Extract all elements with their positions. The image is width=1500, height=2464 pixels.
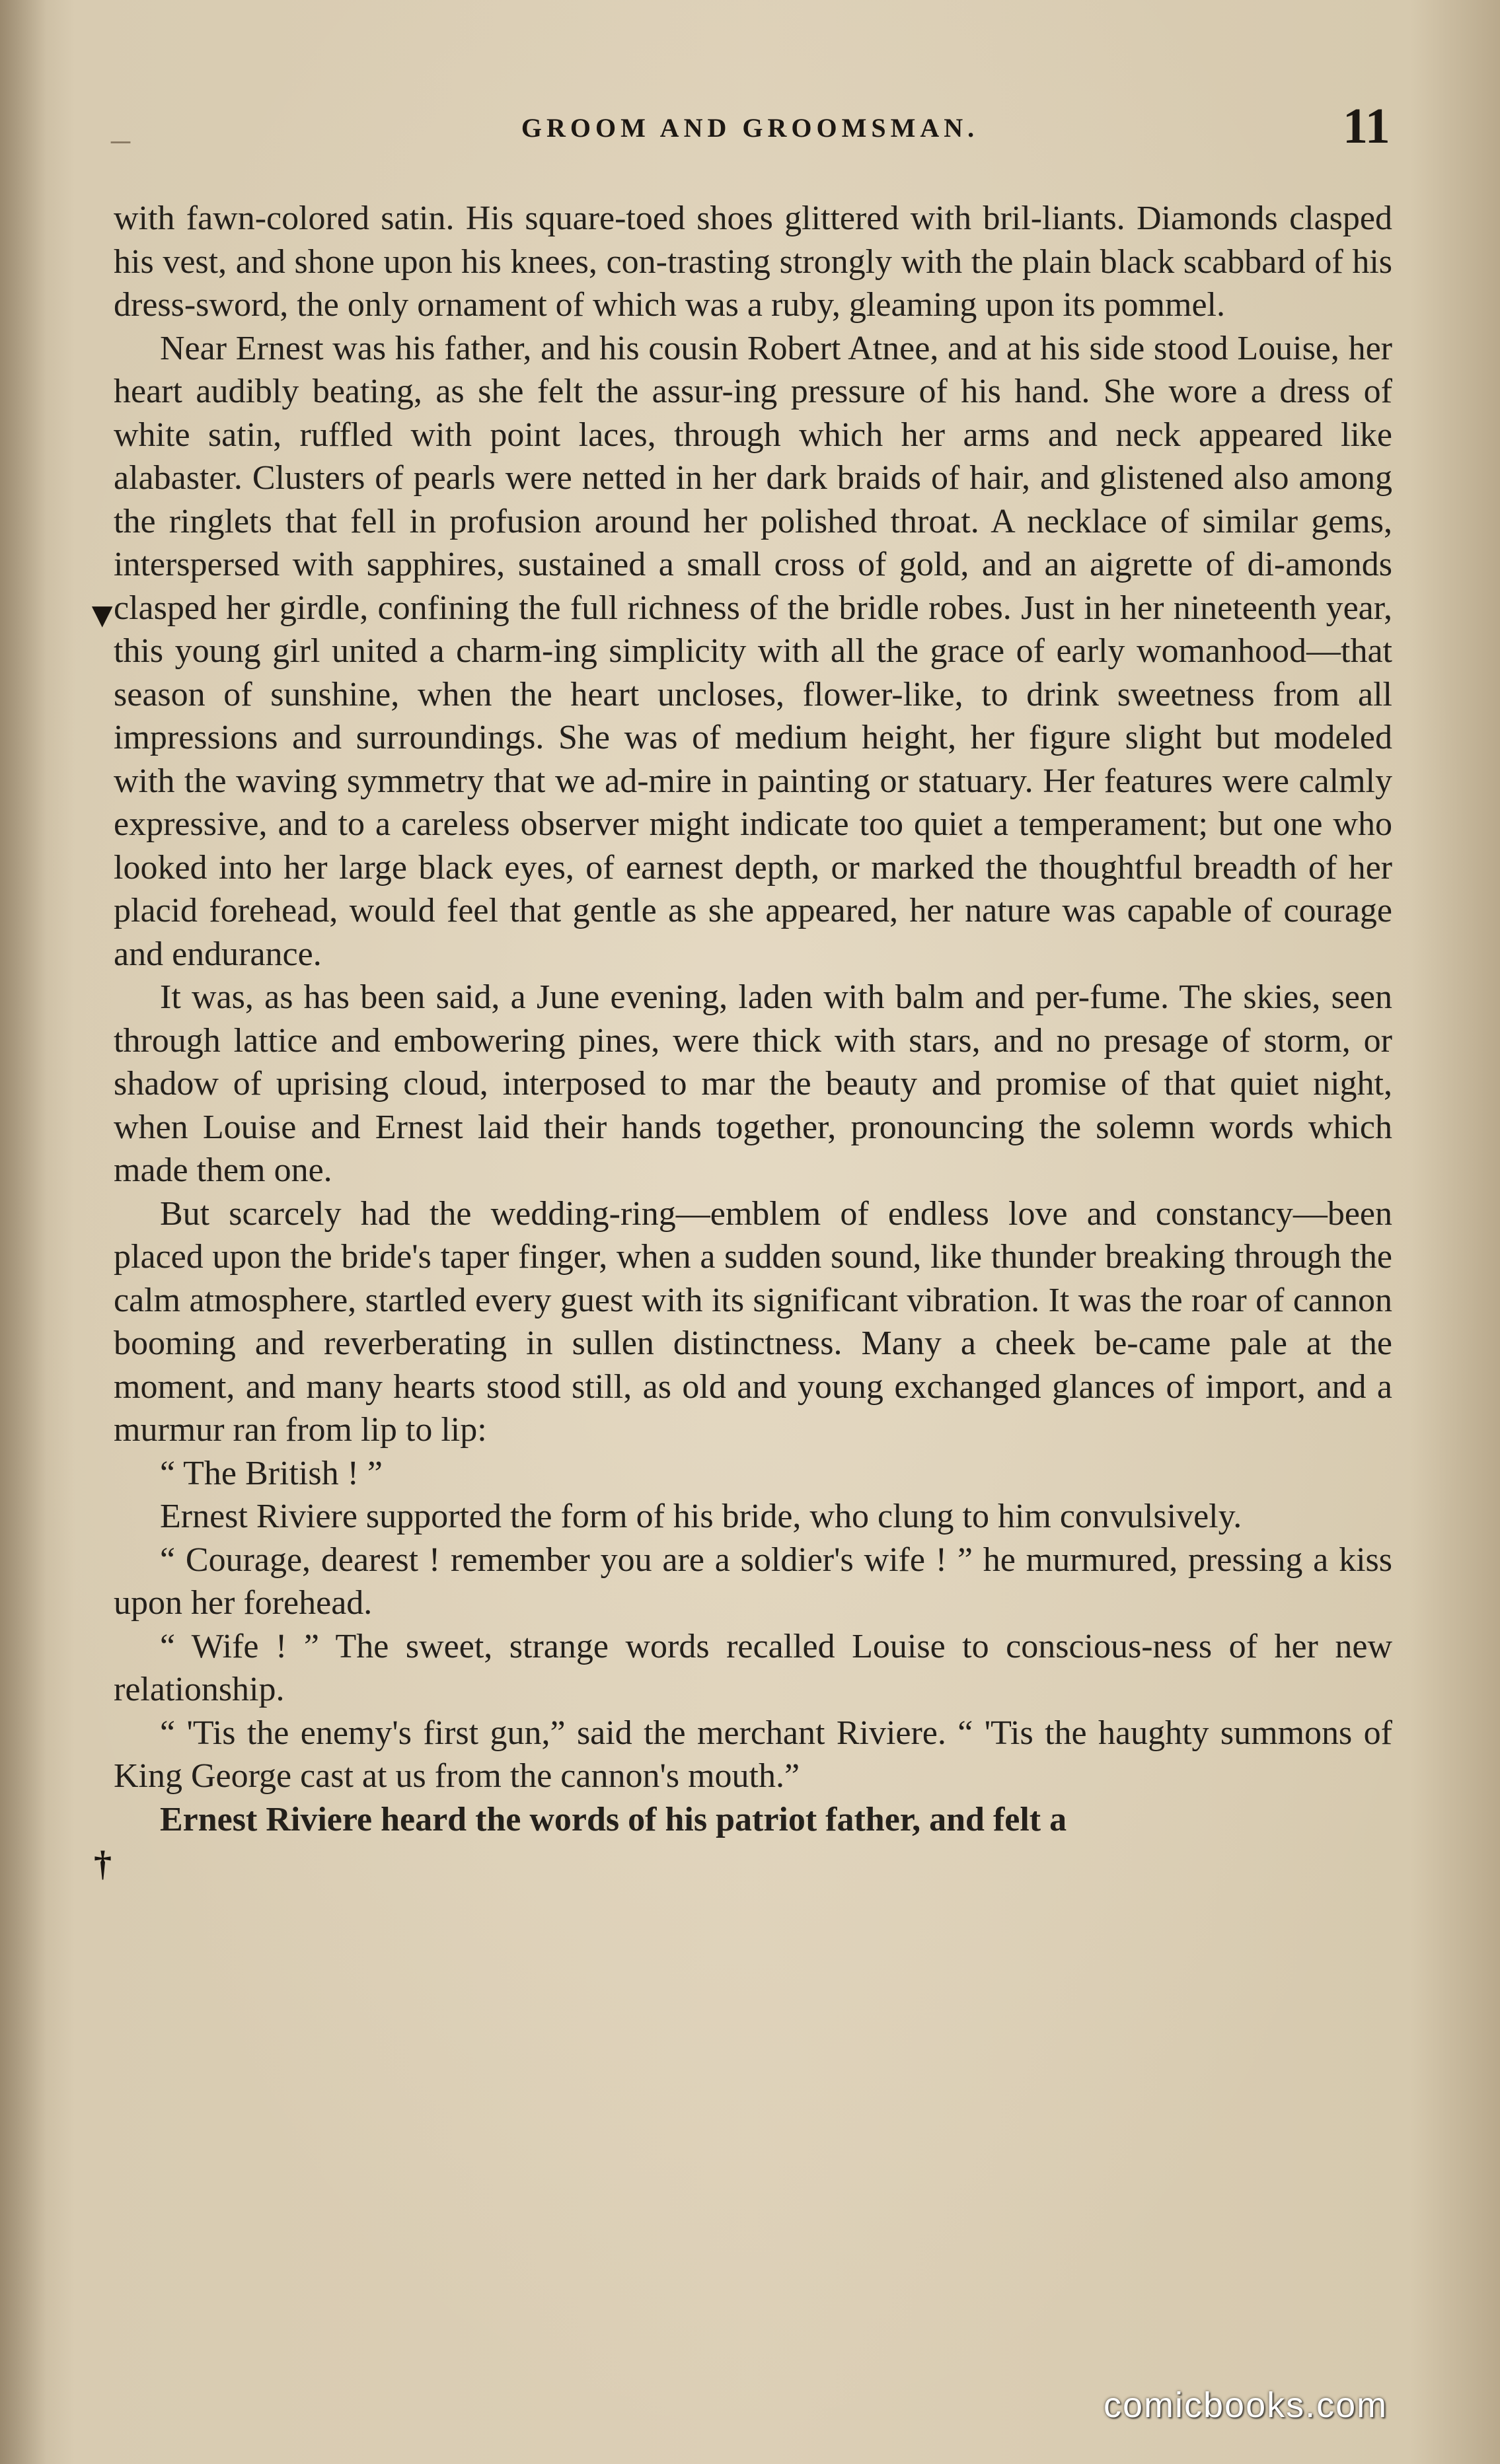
paragraph: “ Wife ! ” The sweet, strange words recalled Louise to conscious-ness of her new relationship. <box>114 1627 1392 1708</box>
paragraph: “ Courage, dearest ! remember you are a soldier's wife ! ” he murmured, pressing a kiss upon her forehead. <box>114 1540 1392 1622</box>
paragraph: But scarcely had the wedding-ring—emblem of endless love and constancy—been placed upon the bride's taper finger, when a sudden sound, like thunder breaking through the calm atmosphere, startled every guest with its significant vibration. It was the roar of cannon booming and reverberating in sullen distinctness. Many a cheek be-came pale at the moment, and many hearts stood still, as old and young exchanged glances of import, and a murmur ran from lip to lip: <box>114 1194 1392 1449</box>
body-text <box>114 197 1392 1841</box>
page-header <box>0 98 1500 160</box>
paragraph: It was, as has been said, a June evening, laden with balm and per-fume. The skies, seen through lattice and embowering pines, were thick with stars, and no presage of storm, or shadow of uprising cloud, interposed to mar the beauty and promise of that quiet night, when Louise and Ernest laid their hands together, pronouncing the solemn words which made them one. <box>114 978 1392 1189</box>
margin-mark-icon: ▼ <box>85 595 120 635</box>
paragraph: “ 'Tis the enemy's first gun,” said the merchant Riviere. “ 'Tis the haughty summons of King George cast at us from the cannon's mouth.” <box>114 1714 1392 1795</box>
paragraph: with fawn-colored satin. His square-toed shoes glittered with bril-liants. Diamonds clasped his vest, and shone upon his knees, con-trasting strongly with the plain black scabbard of his dress-sword, the only ornament of which was a ruby, gleaming upon its pommel. <box>114 199 1392 324</box>
running-head: GROOM AND GROOMSMAN. <box>521 113 979 143</box>
header-dash: – <box>111 117 130 160</box>
page-gutter-shadow <box>0 0 46 2464</box>
page-number: 11 <box>1343 98 1390 154</box>
paragraph: “ The British ! ” <box>160 1454 383 1492</box>
watermark: comicbooks.com <box>1104 2385 1388 2425</box>
paragraph: Ernest Riviere heard the words of his patriot father, and felt a <box>160 1800 1067 1838</box>
paragraph: Ernest Riviere supported the form of his bride, who clung to him convulsively. <box>160 1498 1242 1535</box>
paragraph: Near Ernest was his father, and his cousin Robert Atnee, and at his side stood Louise, her heart audibly beating, as she felt the assur-ing pressure of his hand. She wore a dress of white satin, ruffled with point laces, through which her arms and neck appeared like alabaster. Clusters of pearls were netted in her dark braids of hair, and glistened also among the ringlets that fell in profusion around her polished throat. A necklace of similar gems, interspersed with sapphires, sustained a small cross of gold, and an aigrette of di-amonds clasped her girdle, confining the full richness of the bridle robes. Just in her nineteenth year, this young girl united a charm-ing simplicity with all the grace of early womanhood—that season of sunshine, when the heart uncloses, flower-like, to drink sweetness from all impressions and surroundings. She was of medium height, her figure slight but modeled with the waving symmetry that we ad-mire in painting or statuary. Her features were calmly expressive, and to a careless observer might indicate too quiet a temperament; but one who looked into her large black eyes, of earnest depth, or marked the thoughtful breadth of her placid forehead, would feel that gentle as she appeared, her nature was capable of courage and endurance. <box>114 329 1392 973</box>
margin-mark-icon: † <box>94 1844 112 1883</box>
